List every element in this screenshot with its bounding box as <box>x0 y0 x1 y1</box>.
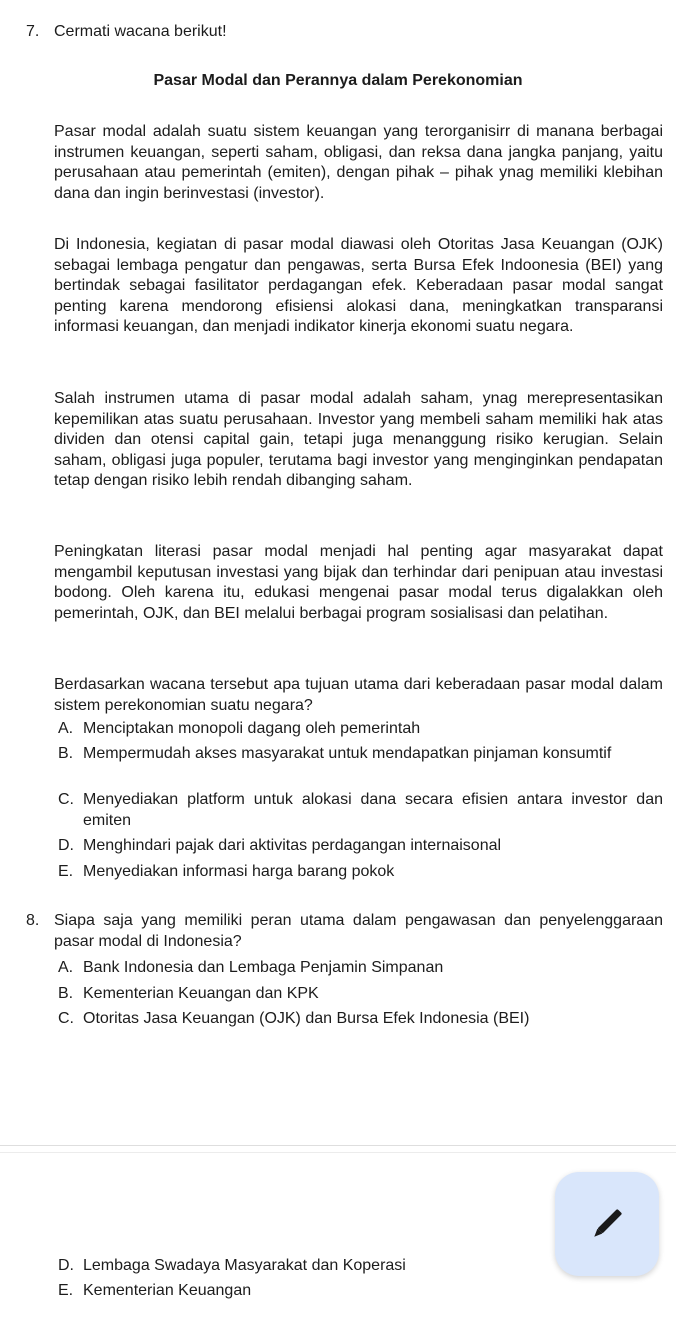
option-letter: B. <box>58 745 74 762</box>
option-text: Menyediakan platform untuk alokasi dana secara efisien antara investor dan emiten <box>83 791 663 829</box>
option-letter: D. <box>58 1257 74 1274</box>
option-letter: E. <box>58 863 74 880</box>
question-7-number: 7. <box>26 23 40 40</box>
question-7-intro: Cermati wacana berikut! <box>54 23 227 40</box>
option-text: Mempermudah akses masyarakat untuk mendapatkan pinjaman konsumtif <box>83 745 612 762</box>
question-7-option-c[interactable] <box>58 790 663 831</box>
passage-paragraph-2: Di Indonesia, kegiatan di pasar modal diawasi oleh Otoritas Jasa Keuangan (OJK) sebagai lembaga pengatur dan pengawas, serta Bursa Efek Indoonesia (BEI) yang bertindak sebagai fasilitator perdagangan efek. Keberadaan pasar modal sangat penting karena mendorong efisiensi alokasi dana, meningkatkan transparansi informasi keuangan, dan menjadi indikator kinerja ekonomi suatu negara. <box>54 236 663 335</box>
question-7-option-b[interactable] <box>58 744 663 765</box>
option-letter: C. <box>58 791 74 808</box>
option-text: Bank Indonesia dan Lembaga Penjamin Simpanan <box>83 959 444 976</box>
page-divider <box>0 1152 676 1153</box>
question-8-text: Siapa saja yang memiliki peran utama dalam pengawasan dan penyelenggaraan pasar modal di Indonesia? <box>54 912 663 950</box>
question-7-text: Berdasarkan wacana tersebut apa tujuan utama dari keberadaan pasar modal dalam sistem perekonomian suatu negara? <box>54 676 663 714</box>
edit-fab-button[interactable] <box>555 1172 659 1276</box>
question-7-option-e[interactable] <box>58 862 663 883</box>
question-8-number: 8. <box>26 912 40 929</box>
question-7-option-d[interactable] <box>58 836 663 857</box>
option-text: Kementerian Keuangan <box>83 1282 252 1299</box>
option-letter: D. <box>58 837 74 854</box>
passage-paragraph-4: Peningkatan literasi pasar modal menjadi hal penting agar masyarakat dapat mengambil keputusan investasi yang bijak dan terhindar dari penipuan atau investasi bodong. Oleh karena itu, edukasi mengenai pasar modal terus digalakkan oleh pemerintah, OJK, dan BEI melalui berbagai program sosialisasi dan pelatihan. <box>54 543 663 622</box>
option-letter: C. <box>58 1010 74 1027</box>
question-8-option-a[interactable] <box>58 958 663 979</box>
passage-title: Pasar Modal dan Perannya dalam Perekonomian <box>153 72 523 89</box>
option-text: Lembaga Swadaya Masyarakat dan Koperasi <box>83 1257 406 1274</box>
option-text: Menyediakan informasi harga barang pokok <box>83 863 395 880</box>
option-letter: E. <box>58 1282 74 1299</box>
option-letter: A. <box>58 720 74 737</box>
option-letter: B. <box>58 985 74 1002</box>
question-8-option-e[interactable] <box>58 1281 663 1302</box>
passage-paragraph-3: Salah instrumen utama di pasar modal adalah saham, ynag merepresentasikan kepemilikan atas suatu perusahaan. Investor yang membeli saham memiliki hak atas dividen dan otensi capital gain, tetapi juga menanggung risiko kerugian. Selain saham, obligasi juga populer, terutama bagi investor yang menginginkan pendapatan tetap dengan risiko lebih rendah dibanging saham. <box>54 390 663 489</box>
option-text: Menciptakan monopoli dagang oleh pemerintah <box>83 720 421 737</box>
question-7-option-a[interactable] <box>58 719 663 740</box>
page-divider <box>0 1145 676 1146</box>
option-text: Kementerian Keuangan dan KPK <box>83 985 319 1002</box>
question-8-option-b[interactable] <box>58 984 663 1005</box>
option-text: Menghindari pajak dari aktivitas perdagangan internaisonal <box>83 837 502 854</box>
question-8-option-c[interactable] <box>58 1009 663 1030</box>
option-letter: A. <box>58 959 74 976</box>
pencil-icon <box>587 1204 627 1244</box>
option-text: Otoritas Jasa Keuangan (OJK) dan Bursa Efek Indonesia (BEI) <box>83 1010 530 1027</box>
passage-paragraph-1: Pasar modal adalah suatu sistem keuangan yang terorganisirr di manana berbagai instrumen keuangan, seperti saham, obligasi, dan reksa dana jangka panjang, yaitu perusahaan atau pemerintah (emiten), dengan pihak – pihak ynag memiliki klebihan dana dan ingin berinvestasi (investor). <box>54 123 663 202</box>
